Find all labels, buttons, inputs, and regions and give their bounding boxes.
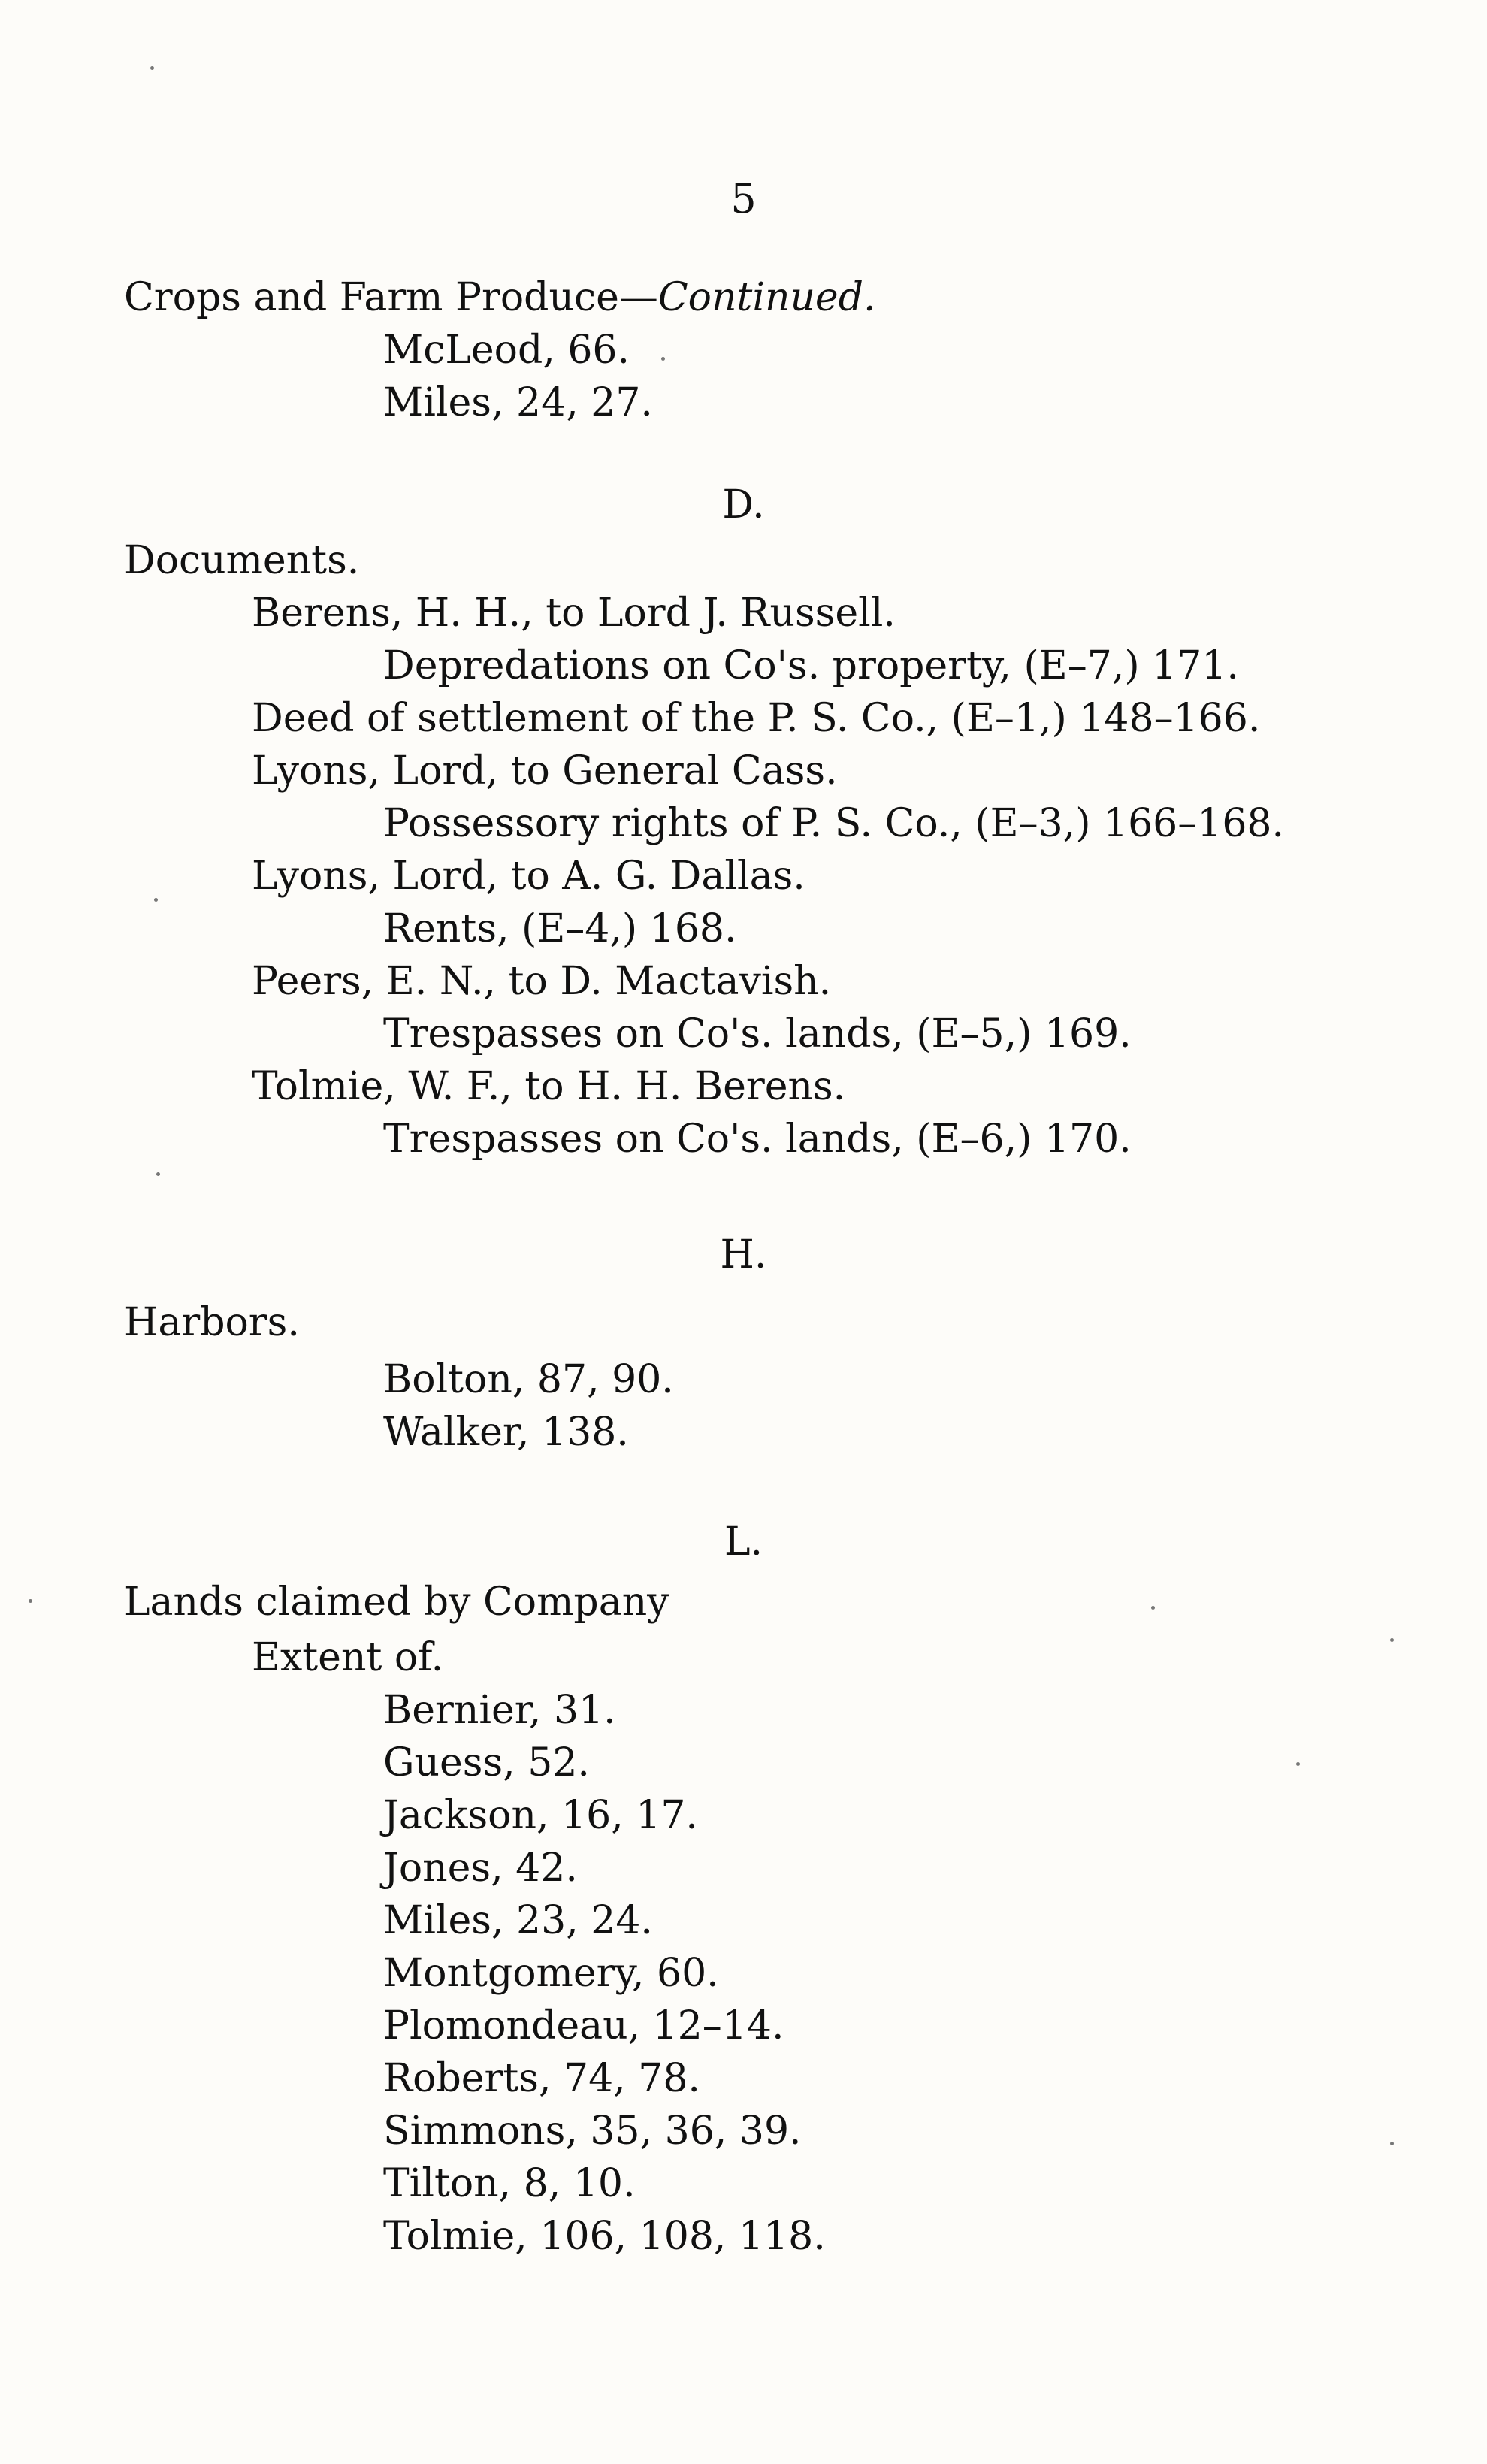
- index-subitem: Trespasses on Co's. lands, (E–5,) 169.: [383, 1011, 1132, 1057]
- index-item: Peers, E. N., to D. Mactavish.: [252, 959, 832, 1004]
- index-item: Guess, 52.: [383, 1740, 590, 1785]
- index-item: Miles, 24, 27.: [383, 380, 653, 425]
- section-letter-h: H.: [720, 1232, 767, 1277]
- entry-heading-documents: Documents.: [124, 538, 360, 583]
- print-speck: [1390, 1638, 1394, 1642]
- print-speck: [154, 898, 158, 902]
- print-speck: [661, 357, 665, 361]
- section-letter-l: L.: [724, 1519, 763, 1565]
- index-item: Jackson, 16, 17.: [383, 1793, 698, 1838]
- print-speck: [156, 1172, 160, 1176]
- page-number: 5: [730, 175, 757, 222]
- print-speck: [29, 1599, 32, 1603]
- index-item: Jones, 42.: [383, 1846, 578, 1891]
- section-letter-d: D.: [722, 482, 765, 528]
- continued-label: Continued.: [657, 275, 876, 320]
- index-item: Simmons, 35, 36, 39.: [383, 2109, 802, 2154]
- index-item: Bernier, 31.: [383, 1688, 616, 1733]
- index-subitem: Depredations on Co's. property, (E–7,) 171.: [383, 643, 1239, 688]
- index-item: Miles, 23, 24.: [383, 1898, 653, 1943]
- entry-heading-lands: Lands claimed by Company: [124, 1580, 669, 1625]
- index-subitem: Rents, (E–4,) 168.: [383, 906, 737, 951]
- index-item: Walker, 138.: [383, 1410, 629, 1455]
- print-speck: [1151, 1606, 1155, 1610]
- index-item: Lyons, Lord, to General Cass.: [252, 748, 838, 794]
- print-speck: [1390, 2142, 1394, 2145]
- crops-heading-text: Crops and Farm Produce—: [124, 275, 658, 320]
- index-item: Deed of settlement of the P. S. Co., (E–1,) 148–166.: [252, 696, 1261, 741]
- print-speck: [150, 66, 154, 70]
- index-subheading: Extent of.: [252, 1635, 444, 1680]
- print-speck: [1296, 1762, 1300, 1766]
- index-item: Bolton, 87, 90.: [383, 1357, 674, 1402]
- index-item: Montgomery, 60.: [383, 1951, 719, 1996]
- index-item: Plomondeau, 12–14.: [383, 2003, 784, 2048]
- index-item: Tolmie, 106, 108, 118.: [383, 2214, 826, 2259]
- index-item: Tilton, 8, 10.: [383, 2161, 636, 2206]
- index-subitem: Possessory rights of P. S. Co., (E–3,) 166–168.: [383, 801, 1285, 846]
- index-item: Berens, H. H., to Lord J. Russell.: [252, 591, 896, 636]
- index-item: Tolmie, W. F., to H. H. Berens.: [252, 1064, 846, 1109]
- index-item: Lyons, Lord, to A. G. Dallas.: [252, 854, 805, 899]
- entry-heading-crops: [124, 275, 876, 320]
- entry-heading-harbors: Harbors.: [124, 1300, 300, 1345]
- index-item: McLeod, 66.: [383, 328, 630, 373]
- index-item: Roberts, 74, 78.: [383, 2056, 700, 2101]
- index-subitem: Trespasses on Co's. lands, (E–6,) 170.: [383, 1117, 1132, 1162]
